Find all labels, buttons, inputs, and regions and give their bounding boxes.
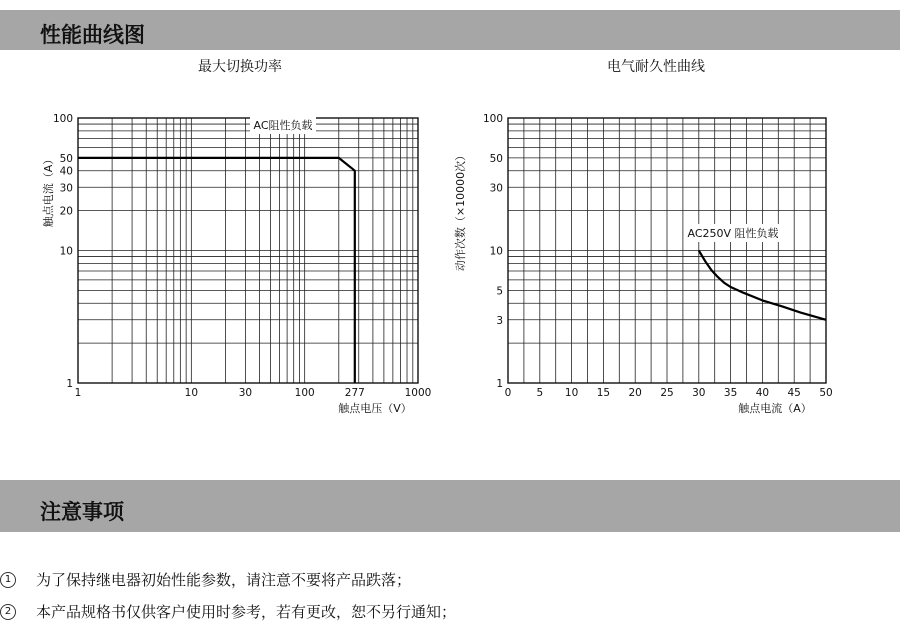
notes-section-title: 注意事项 — [40, 500, 124, 524]
x-tick-label: 277 — [344, 387, 365, 399]
x-tick-label: 30 — [238, 387, 253, 399]
y-axis-label: 动作次数（×10000次） — [454, 149, 467, 272]
y-tick-label: 20 — [59, 205, 73, 218]
x-tick-label: 50 — [819, 387, 833, 399]
y-tick-label: 30 — [59, 182, 73, 195]
y-tick-label: 3 — [496, 314, 503, 327]
y-tick-label: 5 — [496, 285, 503, 298]
x-tick-label: 1000 — [404, 387, 432, 399]
y-tick-label: 10 — [59, 245, 73, 258]
x-tick-label: 10 — [564, 387, 579, 399]
x-axis-label: 触点电流（A） — [738, 402, 812, 415]
note-number: 2 — [0, 604, 16, 620]
note-number: 1 — [0, 572, 16, 588]
max-switching-power-chart — [0, 0, 450, 470]
electrical-endurance-chart — [450, 0, 900, 470]
chart2-title: 电气耐久性曲线 — [607, 59, 705, 75]
annotation-label: AC阻性负载 — [253, 119, 313, 132]
y-tick-label: 1 — [66, 378, 73, 390]
x-tick-label: 5 — [536, 387, 544, 399]
y-tick-label: 100 — [52, 113, 73, 125]
series-line — [78, 158, 355, 383]
note-text: 为了保持继电器初始性能参数，请注意不要将产品跌落； — [36, 571, 412, 589]
x-tick-label: 30 — [692, 387, 706, 399]
y-tick-label: 100 — [482, 113, 503, 125]
y-tick-label: 50 — [59, 152, 73, 165]
note-item — [0, 569, 411, 590]
x-tick-label: 35 — [723, 387, 738, 399]
x-tick-label: 1 — [74, 387, 82, 399]
y-tick-label: 1 — [496, 378, 503, 390]
x-tick-label: 100 — [294, 387, 315, 399]
x-axis-label: 触点电压（V） — [338, 402, 412, 415]
x-tick-label: 10 — [184, 387, 199, 399]
y-tick-label: 30 — [489, 182, 503, 195]
y-tick-label: 10 — [489, 245, 503, 258]
note-item — [0, 601, 456, 622]
y-tick-label: 50 — [489, 152, 503, 165]
x-tick-label: 20 — [628, 387, 642, 399]
x-tick-label: 15 — [596, 387, 611, 399]
x-tick-label: 40 — [755, 387, 770, 399]
y-axis-label: 触点电流（A） — [42, 153, 55, 228]
notes-header-bar — [0, 480, 900, 532]
y-tick-label: 40 — [59, 165, 73, 178]
x-tick-label: 25 — [660, 387, 674, 399]
performance-section-title: 性能曲线图 — [40, 23, 145, 47]
chart1-title: 最大切换功率 — [198, 59, 282, 75]
annotation-label: AC250V 阻性负载 — [687, 227, 779, 240]
note-text: 本产品规格书仅供客户使用时参考，若有更改，恕不另行通知； — [36, 603, 457, 621]
x-tick-label: 0 — [504, 387, 512, 399]
x-tick-label: 45 — [787, 387, 801, 399]
